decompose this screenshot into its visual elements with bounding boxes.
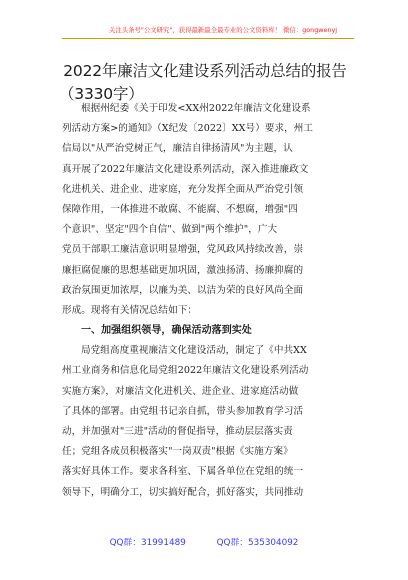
body-text-line: 保障作用，一体推进不敢腐、不能腐、不想腐，增强"四: [62, 203, 298, 215]
body-text-line: 落实好具体工作。要求各科室、下属各单位在党组的统一: [62, 466, 304, 478]
body-text-line: 动，并加强对"三进"活动的督促指导，推动层层落实责: [62, 426, 293, 437]
body-text-line: 形成。现将有关情况总结如下：: [62, 304, 198, 316]
document-word-count: （3330字）: [59, 85, 144, 103]
body-text-line: 根据州纪委《关于印发<XX州2022年廉洁文化建设系: [81, 103, 311, 114]
body-text-line: 真开展了2022年廉洁文化建设系列活动，深入推进廉政文: [62, 163, 309, 175]
body-text-line: 信局以"从严治党树正气，廉洁自律扬清风"为主题，认: [62, 143, 293, 155]
body-text-line: 任；党组各成员积极落实"一岗双责"根据《实施方案》: [62, 446, 293, 458]
document-title: 2022年廉洁文化建设系列活动总结的报告: [63, 62, 347, 80]
footer-contact: [0, 535, 408, 548]
document-body: [62, 99, 348, 503]
body-text-line: 化进机关、进企业、进家庭，充分发挥全面从严治党引领: [62, 183, 304, 195]
body-text-line: 政治氛围更加浓厚，以廉为美、以洁为荣的良好风尚全面: [62, 284, 304, 296]
body-text-line: 实施方案》，对廉洁文化进机关、进企业、进家庭活动做: [62, 385, 299, 397]
body-text-line: 列活动方案>的通知》（X纪发〔2022〕XX号）要求，州工: [62, 123, 314, 135]
body-text-line: 州工业商务和信息化局党组2022年廉洁文化建设系列活动: [62, 365, 309, 377]
body-text-line: 廉拒腐促廉的思想基础更加巩固，激浊扬清、扬廉抑腐的: [62, 264, 304, 276]
section-heading: 一、加强组织领导，确保活动落到实处: [81, 325, 252, 337]
header-divider: [62, 38, 354, 39]
body-text-line: 局党组高度重视廉洁文化建设活动，制定了《中共XX: [81, 345, 307, 357]
body-text-line: 个意识"、坚定"四个自信"、做到"两个维护"，广大: [62, 224, 278, 236]
promo-banner: 关注头条号"公文研究"，获得最新最全最专业的公文资料库！ 微信：gongwenyj: [108, 26, 338, 34]
body-text-line: 了具体的部署。由党组书记亲自抓，带头参加教育学习活: [62, 405, 304, 417]
qq-group-2: QQ群：535304092: [216, 538, 299, 548]
body-text-line: 党员干部职工廉洁意识明显增强，党风政风持续改善，崇: [62, 244, 304, 256]
body-text-line: 领导下，明确分工，切实搞好配合，抓好落实，共同推动: [62, 486, 304, 498]
qq-group-1: QQ群：31991489: [109, 538, 186, 548]
